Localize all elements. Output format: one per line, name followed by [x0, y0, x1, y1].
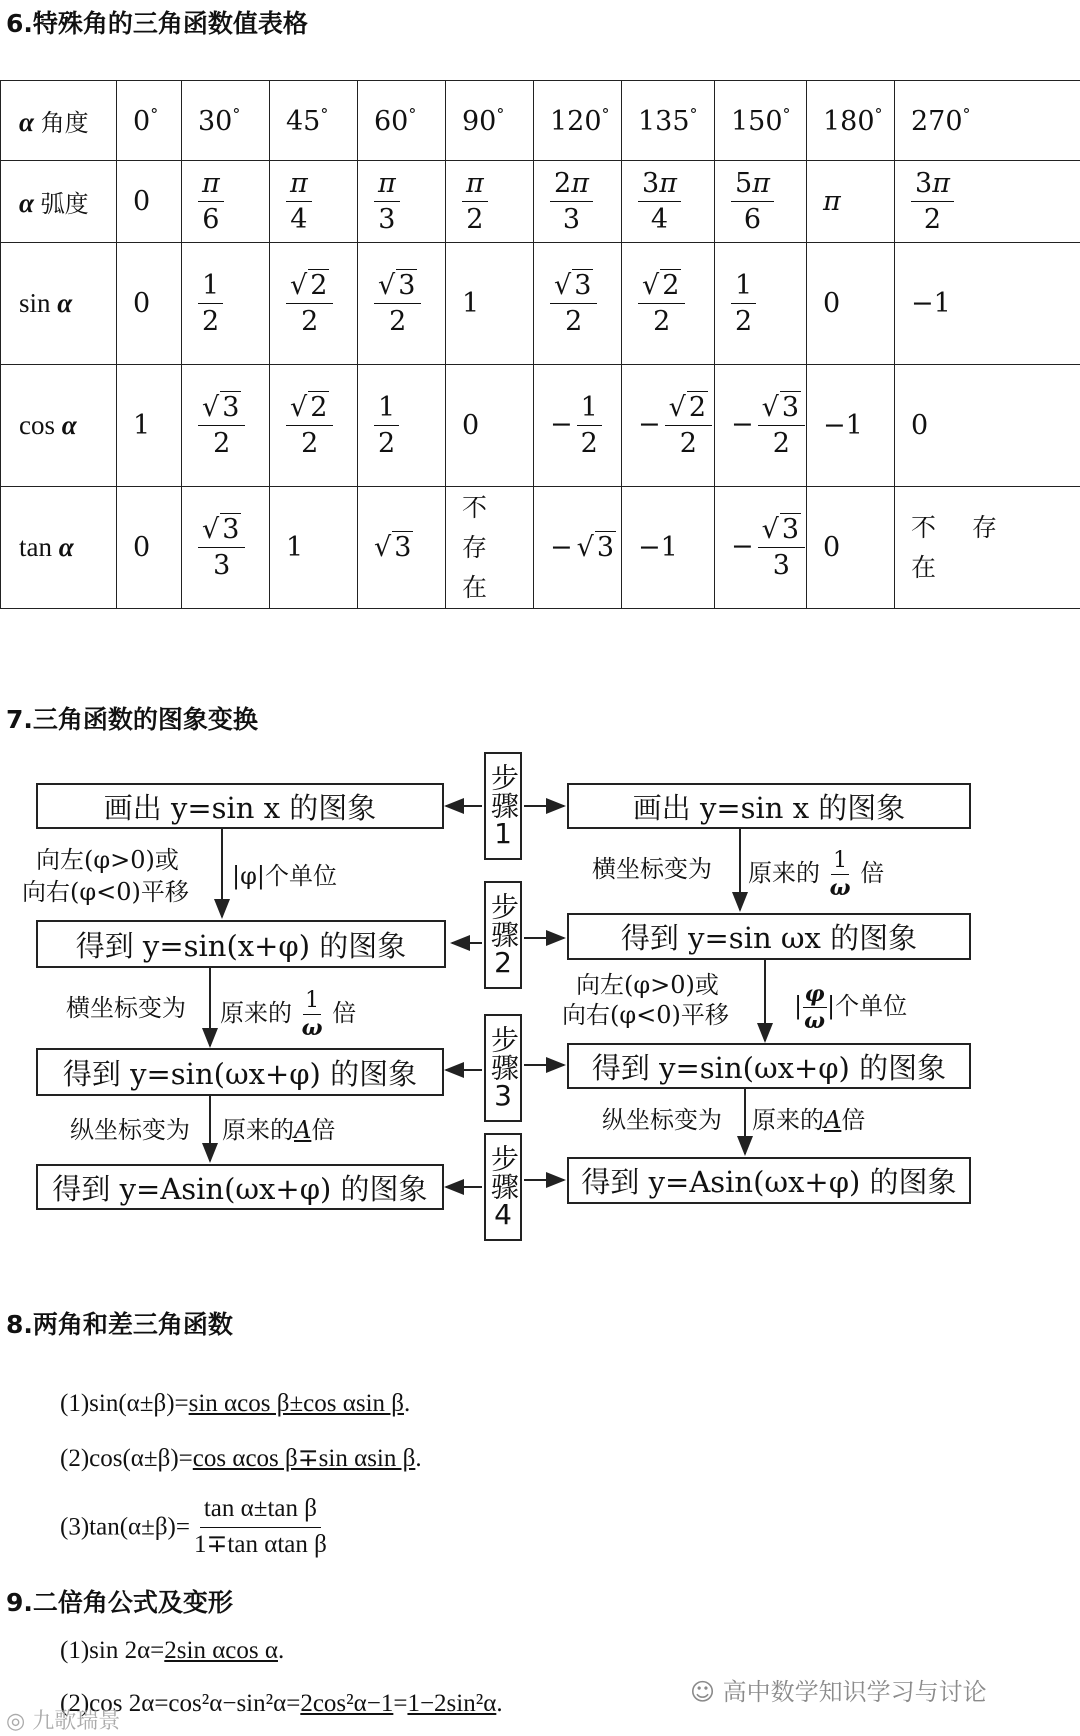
weibo-icon: ◎ [6, 1709, 33, 1734]
left-box-1-text: 画出 y=sin x 的图象 [103, 790, 377, 825]
step-4-word: 步骤 [487, 1144, 520, 1200]
right-shift-label-c [794, 983, 907, 1032]
left-scale-y-label-b: 原来的 [222, 1116, 294, 1144]
table-cell: 45° [270, 81, 358, 161]
table-cell: $\frac{√ 2}{2}$ [622, 243, 715, 365]
right-shift-frac-den: ω [804, 1008, 826, 1034]
left-shift-label-c: |φ|个单位 [232, 862, 337, 890]
wechat-icon: ☺ [690, 1678, 723, 1706]
left-scale-y-label-d: 倍 [311, 1116, 336, 1144]
left-scale-y-label-c: A [294, 1116, 312, 1144]
step-2 [484, 881, 522, 989]
table-cell: −1 [895, 243, 1080, 365]
formula-sin-sum-period: . [403, 1390, 411, 1417]
watermark [690, 1672, 987, 1707]
right-box-1 [567, 783, 971, 829]
table-cell: $\frac{3\pi}{2}$ [895, 161, 1080, 243]
table-cell: 0 [895, 365, 1080, 487]
table-cell: 不 存 在 [895, 487, 1080, 609]
right-frac-num: 1 [833, 848, 848, 873]
left-frac-num: 1 [305, 988, 320, 1013]
right-scale-y-label-d: 倍 [841, 1106, 866, 1134]
formula-cos-sum-lhs: (2)cos(α±β)= [60, 1445, 193, 1472]
formula-tan-sum-num: tan α±tan β [200, 1495, 321, 1528]
right-scale-y-label-a: 纵坐标变为 [602, 1106, 722, 1134]
left-scale-y-label-a: 纵坐标变为 [70, 1116, 190, 1144]
table-cell: $\frac{2\pi}{3}$ [534, 161, 622, 243]
right-box-2-text: 得到 y=sin ωx 的图象 [620, 921, 918, 955]
left-box-3-text: 得到 y=sin(ωx+φ) 的图象 [62, 1056, 418, 1091]
right-scale-y-label-b: 原来的 [752, 1106, 824, 1134]
table-cell: 30° [182, 81, 270, 161]
formula-sin-sum-rhs: sin αcos β±cos αsin β [188, 1390, 404, 1417]
formula-cos-sum-period: . [415, 1445, 422, 1472]
left-frac-den: ω [301, 1015, 323, 1041]
right-box-3 [567, 1043, 971, 1089]
table-cell: 0 [117, 487, 182, 609]
right-box-4 [567, 1157, 971, 1204]
table-cell: 90° [446, 81, 534, 161]
table-cell: 60° [358, 81, 446, 161]
table-cell: 0 [117, 161, 182, 243]
right-scale-x-label-a: 横坐标变为 [592, 855, 712, 883]
right-shift-frac-num: φ [804, 981, 825, 1007]
left-shift-label-b: 向右(φ<0)平移 [22, 878, 189, 906]
right-box-1-text: 画出 y=sin x 的图象 [632, 790, 906, 825]
right-scale-x-label-c: 倍 [860, 859, 885, 887]
table-cell: 120° [534, 81, 622, 161]
right-scale-x-label-b: 原来的 [748, 859, 820, 887]
table-cell: $\frac{√ 2}{2}$ [270, 243, 358, 365]
formula-sin-double-period: . [277, 1637, 285, 1664]
row-header: tan α [1, 487, 117, 609]
table-cell: $\frac{5\pi}{6}$ [715, 161, 807, 243]
formula-cos-double-mid: 2cos²α−1 [300, 1690, 394, 1717]
table-cell: 135° [622, 81, 715, 161]
left-box-3 [36, 1048, 444, 1096]
formula-cos-double-period: . [496, 1690, 503, 1717]
table-cell: 0° [117, 81, 182, 161]
left-scale-x-label [220, 990, 356, 1039]
step-3-num: 3 [494, 1079, 512, 1112]
table-cell: − $\frac{√ 2}{2}$ [622, 365, 715, 487]
step-1-num: 1 [494, 817, 512, 850]
table-cell: − $\frac{√ 3}{2}$ [715, 365, 807, 487]
right-box-2 [567, 913, 971, 960]
table-cell: $\frac{\pi}{4}$ [270, 161, 358, 243]
left-scale-x-label-b: 原来的 [220, 999, 292, 1027]
row-header: α 弧度 [1, 161, 117, 243]
formula-sin-double [60, 1637, 284, 1665]
watermark-text: 高中数学知识学习与讨论 [722, 1678, 987, 1706]
watermark-secondary [6, 1704, 120, 1735]
right-shift-abs-close: | [827, 992, 836, 1020]
formula-cos-sum [60, 1443, 422, 1473]
right-shift-label-b: 向右(φ<0)平移 [562, 1001, 729, 1029]
row-header: α 角度 [1, 81, 117, 161]
row-header: cos α [1, 365, 117, 487]
right-frac-den: ω [829, 875, 851, 901]
table-cell: 0 [446, 365, 534, 487]
table-cell: √ 3 [358, 487, 446, 609]
right-scale-y-label [752, 1105, 865, 1135]
table-cell: 0 [807, 487, 895, 609]
table-cell: $\frac{√ 3}{2}$ [182, 365, 270, 487]
table-cell: − √ 3 [534, 487, 622, 609]
section-title-6: 6.特殊角的三角函数值表格 [6, 9, 308, 38]
right-scale-x-fraction [828, 850, 853, 899]
section-title-8: 8.两角和差三角函数 [6, 1310, 233, 1339]
step-2-word: 步骤 [487, 892, 520, 948]
left-box-4 [36, 1164, 444, 1210]
formula-tan-sum-fraction [190, 1495, 331, 1560]
formula-cos-double [60, 1690, 503, 1718]
table-cell: 1 [446, 243, 534, 365]
table-cell: 0 [117, 243, 182, 365]
table-cell: $\frac{√ 3}{2}$ [534, 243, 622, 365]
step-2-num: 2 [494, 946, 512, 979]
left-scale-x-fraction [300, 990, 325, 1039]
formula-cos-sum-rhs: cos αcos β∓sin αsin β [192, 1445, 416, 1472]
row-header: sin α [1, 243, 117, 365]
table-cell: $\frac{\pi}{6}$ [182, 161, 270, 243]
formula-tan-sum [60, 1495, 331, 1560]
step-1-word: 步骤 [487, 763, 520, 819]
formula-cos-double-lhs: (2)cos 2α=cos²α−sin²α= [60, 1690, 301, 1717]
table-cell: π [807, 161, 895, 243]
left-scale-x-label-a: 横坐标变为 [66, 994, 186, 1022]
table-cell: $\frac{√ 3}{3}$ [182, 487, 270, 609]
formula-cos-double-rhs: 1−2sin²α [407, 1690, 497, 1717]
left-box-2-text: 得到 y=sin(x+φ) 的图象 [75, 928, 407, 963]
formula-cos-double-eq: = [393, 1690, 408, 1717]
right-box-3-text: 得到 y=sin(ωx+φ) 的图象 [591, 1050, 947, 1085]
right-shift-fraction [802, 983, 827, 1032]
formula-tan-sum-lhs: (3)tan(α±β)= [60, 1513, 190, 1541]
table-cell: 180° [807, 81, 895, 161]
left-box-1 [36, 783, 444, 829]
section-title-9: 9.二倍角公式及变形 [6, 1588, 233, 1617]
table-cell: −1 [622, 487, 715, 609]
table-cell: −1 [807, 365, 895, 487]
right-shift-abs-open: | [794, 992, 803, 1020]
formula-tan-sum-den: 1∓tan αtan β [193, 1530, 327, 1558]
step-4-num: 4 [494, 1198, 512, 1231]
left-shift-label-a: 向左(φ>0)或 [36, 846, 179, 874]
table-cell: 270° [895, 81, 1080, 161]
table-cell: $\frac{1}{2}$ [358, 365, 446, 487]
table-cell: $\frac{\pi}{2}$ [446, 161, 534, 243]
table-cell: $\frac{√ 2}{2}$ [270, 365, 358, 487]
left-scale-y-label [222, 1115, 335, 1145]
table-cell: 150° [715, 81, 807, 161]
table-cell: 不 存 在 [446, 487, 534, 609]
step-4 [484, 1133, 522, 1241]
table-cell: − $\frac{1}{2}$ [534, 365, 622, 487]
left-scale-x-label-c: 倍 [332, 999, 357, 1027]
formula-sin-sum [60, 1390, 410, 1418]
right-shift-unit: 个单位 [835, 992, 908, 1020]
formula-sin-sum-lhs: (1)sin(α±β)= [60, 1390, 189, 1417]
table-cell: $\frac{\pi}{3}$ [358, 161, 446, 243]
table-cell: − $\frac{√ 3}{3}$ [715, 487, 807, 609]
section-title-7: 7.三角函数的图象变换 [6, 705, 258, 734]
step-3 [484, 1014, 522, 1122]
step-3-word: 步骤 [487, 1025, 520, 1081]
table-cell: $\frac{1}{2}$ [182, 243, 270, 365]
table-cell: $\frac{3\pi}{4}$ [622, 161, 715, 243]
right-scale-x-label [748, 850, 884, 899]
right-scale-y-label-c: A [824, 1106, 842, 1134]
formula-sin-double-lhs: (1)sin 2α= [60, 1637, 165, 1664]
right-shift-label-a: 向左(φ>0)或 [576, 971, 719, 999]
watermark-secondary-text: 九歌瑞景 [32, 1709, 121, 1734]
table-cell: 0 [807, 243, 895, 365]
left-box-2 [36, 920, 446, 968]
table-cell: $\frac{√ 3}{2}$ [358, 243, 446, 365]
left-box-4-text: 得到 y=Asin(ωx+φ) 的图象 [52, 1171, 428, 1206]
table-cell: $\frac{1}{2}$ [715, 243, 807, 365]
table-cell: 1 [117, 365, 182, 487]
table-cell: 1 [270, 487, 358, 609]
step-1 [484, 752, 522, 860]
formula-sin-double-rhs: 2sin αcos α [164, 1637, 278, 1664]
right-box-4-text: 得到 y=Asin(ωx+φ) 的图象 [581, 1165, 957, 1199]
